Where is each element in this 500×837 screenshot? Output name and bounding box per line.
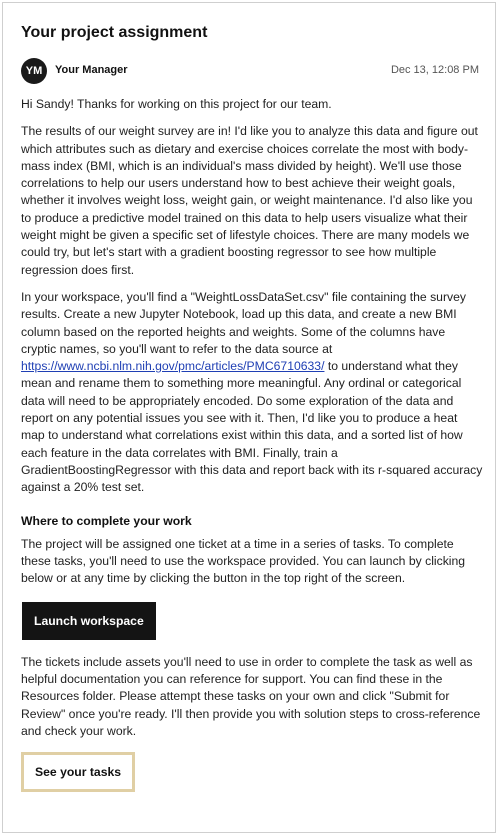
data-source-link[interactable]: https://www.ncbi.nlm.nih.gov/pmc/articles/PMC6710633/ [21,359,325,374]
launch-workspace-button[interactable]: Launch workspace [22,602,156,640]
paragraph-workspace-text-1: In your workspace, you'll find a "WeightLossDataSet.csv" file containing the survey results. Create a new Jupyter Notebook, load up this data, and create a new BMI column based on the reported heights and weights. Some of the columns have cryptic names, so you'll want to refer to the data source at [21,289,466,356]
paragraph-workspace [21,289,483,497]
paragraph-workspace-text-2: to understand what they mean and rename them to something more meaningful. Any ordinal or categorical data will need to be appropriately encoded. Do some exploration of the data and report on any potential issues you see with it. Then, I'd like you to produce a heat map to understand what correlations exist within this data, and a sorted list of how each feature in the data correlates with BMI. Finally, train a GradientBoostingRegressor with this data and report back with its r-squared accuracy against a 20% test set. [21,359,483,495]
page-title: Your project assignment [21,24,208,41]
message-body [21,96,483,792]
sender-row [21,58,479,84]
see-your-tasks-button[interactable]: See your tasks [21,752,135,792]
section-heading-work: Where to complete your work [21,513,192,528]
assignment-card [2,2,496,833]
message-timestamp: Dec 13, 12:08 PM [390,64,479,76]
avatar: YM [21,58,47,84]
sender-name: Your Manager [55,64,128,76]
paragraph-tickets: The tickets include assets you'll need to use in order to complete the task as well as helpful documentation you can reference for support. You can find these in the Resources folder. Please attempt these tasks on your own and click "Submit for Review" once you're ready. I'll then provide you with solution steps to cross-reference and check your work. [21,654,481,738]
paragraph-survey: The results of our weight survey are in! I'd like you to analyze this data and figure out which attributes such as dietary and exercise choices correlate the most with body-mass index (BMI, which is an individual's mass divided by height). We'll use those correlations to help our users understand how to best achieve their weight goals, whether it involves weight loss, weight gain, or weight maintenance. I'd also like you to produce a predictive model trained on this data to help users visualize what their weight might be given a specific set of lifestyle choices. There are many models we could try, but let's start with a gradient boosting regressor to see how multiple regression does first. [21,124,478,277]
paragraph-work-description: The project will be assigned one ticket at a time in a series of tasks. To complete these tasks, you'll need to use the workspace provided. You can launch by clicking below or at any time by clicking the button in the top right of the screen. [21,536,466,586]
greeting-text: Hi Sandy! Thanks for working on this project for our team. [21,97,332,111]
